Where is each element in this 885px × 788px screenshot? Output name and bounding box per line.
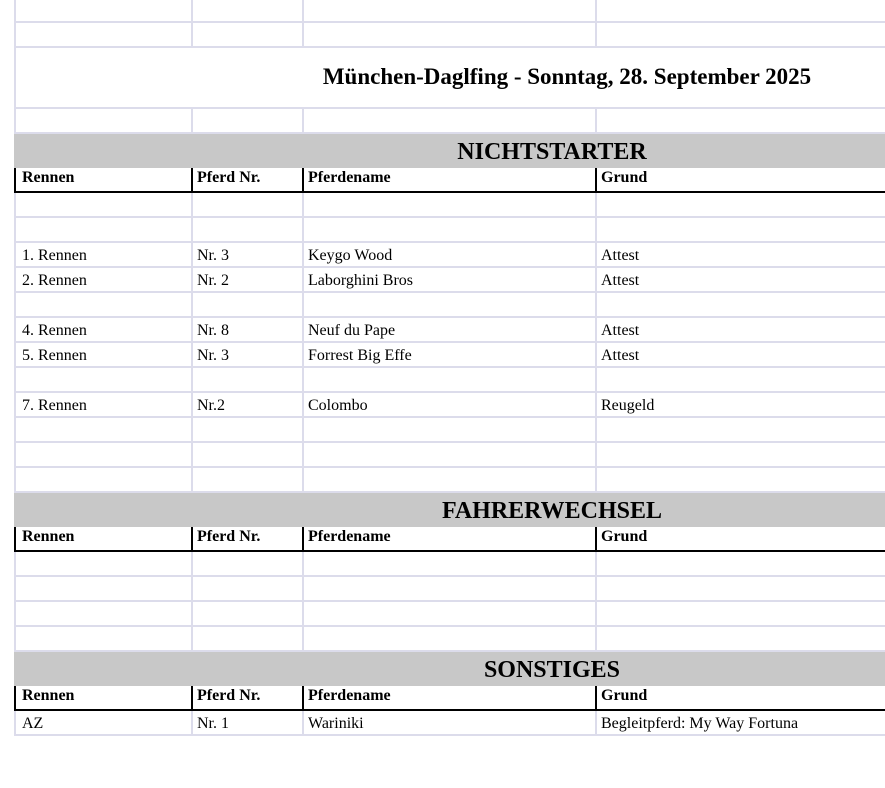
table-row (14, 343, 885, 368)
table-cell (302, 602, 595, 625)
table-cell (595, 293, 885, 316)
table-cell (191, 577, 302, 600)
table-cell: 1. Rennen (14, 243, 191, 266)
table-cell (191, 627, 302, 650)
table-cell: Nr. 3 (191, 343, 302, 366)
table-cell: 2. Rennen (14, 268, 191, 291)
table-cell: AZ (14, 711, 191, 734)
table-cell: Keygo Wood (302, 243, 595, 266)
table-row (14, 443, 885, 468)
column-header: Rennen (14, 527, 191, 550)
table-cell (14, 627, 191, 650)
table-cell (302, 418, 595, 441)
spreadsheet (14, 0, 885, 736)
section-title: NICHTSTARTER (457, 139, 647, 165)
table-cell: Reugeld (595, 393, 885, 416)
column-header: Grund (595, 686, 885, 709)
table-cell (14, 443, 191, 466)
table-cell: Attest (595, 318, 885, 341)
table-cell (14, 293, 191, 316)
table-cell (595, 602, 885, 625)
table-cell: Attest (595, 343, 885, 366)
blank-row (14, 23, 885, 48)
table-cell (191, 218, 302, 241)
column-header-row (14, 686, 885, 711)
table-cell: Attest (595, 243, 885, 266)
table-cell (191, 443, 302, 466)
table-cell (191, 293, 302, 316)
table-cell (191, 468, 302, 491)
table-cell (302, 218, 595, 241)
table-cell (595, 443, 885, 466)
column-header: Pferd Nr. (191, 686, 302, 709)
section-heading-row (14, 134, 885, 168)
page-title: München-Daglfing - Sonntag, 28. September 2025 (322, 64, 812, 89)
table-row (14, 318, 885, 343)
table-cell (595, 218, 885, 241)
section-heading-row (14, 493, 885, 527)
table-cell (302, 468, 595, 491)
table-cell: Forrest Big Effe (302, 343, 595, 366)
table-row (14, 243, 885, 268)
table-cell: 5. Rennen (14, 343, 191, 366)
table-cell (191, 193, 302, 216)
column-header: Rennen (14, 168, 191, 191)
table-cell (14, 193, 191, 216)
section-heading-row (14, 652, 885, 686)
column-header: Pferdename (302, 168, 595, 191)
table-cell (595, 552, 885, 575)
column-header-row (14, 527, 885, 552)
blank-row (14, 0, 885, 23)
table-cell (14, 468, 191, 491)
section-title: FAHRERWECHSEL (441, 498, 663, 524)
table-cell (14, 368, 191, 391)
table-cell (595, 418, 885, 441)
table-cell (191, 368, 302, 391)
sections (14, 134, 885, 736)
column-header: Pferdename (302, 527, 595, 550)
table-row (14, 418, 885, 443)
table-cell (191, 552, 302, 575)
table-cell: Attest (595, 268, 885, 291)
table-cell: Nr. 3 (191, 243, 302, 266)
table-cell (302, 368, 595, 391)
table-cell: Nr. 8 (191, 318, 302, 341)
table-cell (14, 552, 191, 575)
table-row (14, 577, 885, 602)
table-cell (14, 577, 191, 600)
table-cell (14, 418, 191, 441)
column-header: Pferd Nr. (191, 168, 302, 191)
table-cell (302, 627, 595, 650)
table-cell (14, 218, 191, 241)
column-header: Pferdename (302, 686, 595, 709)
table-row (14, 393, 885, 418)
column-header: Grund (595, 527, 885, 550)
table-row (14, 293, 885, 318)
section-title: SONSTIGES (483, 657, 621, 683)
table-cell (595, 193, 885, 216)
table-cell: Colombo (302, 393, 595, 416)
table-cell (595, 577, 885, 600)
table-cell: Begleitpferd: My Way Fortuna (595, 711, 885, 734)
table-cell (191, 602, 302, 625)
table-cell: Neuf du Pape (302, 318, 595, 341)
table-cell (595, 627, 885, 650)
column-header: Pferd Nr. (191, 527, 302, 550)
table-row (14, 468, 885, 493)
table-cell (302, 552, 595, 575)
table-row (14, 602, 885, 627)
table-row (14, 193, 885, 218)
table-cell (595, 368, 885, 391)
table-cell: 4. Rennen (14, 318, 191, 341)
table-row (14, 711, 885, 736)
table-row (14, 368, 885, 393)
table-cell (595, 468, 885, 491)
table-cell: Wariniki (302, 711, 595, 734)
blank-row (14, 109, 885, 134)
table-cell (14, 602, 191, 625)
table-cell: 7. Rennen (14, 393, 191, 416)
table-row (14, 268, 885, 293)
table-cell (191, 418, 302, 441)
table-row (14, 552, 885, 577)
table-cell: Nr.2 (191, 393, 302, 416)
table-cell: Nr. 2 (191, 268, 302, 291)
table-cell (302, 577, 595, 600)
column-header: Rennen (14, 686, 191, 709)
table-cell (302, 193, 595, 216)
column-header: Grund (595, 168, 885, 191)
table-cell (302, 443, 595, 466)
column-header-row (14, 168, 885, 193)
table-cell: Nr. 1 (191, 711, 302, 734)
table-cell (302, 293, 595, 316)
table-row (14, 218, 885, 243)
table-cell: Laborghini Bros (302, 268, 595, 291)
table-row (14, 627, 885, 652)
title-row (14, 48, 885, 109)
